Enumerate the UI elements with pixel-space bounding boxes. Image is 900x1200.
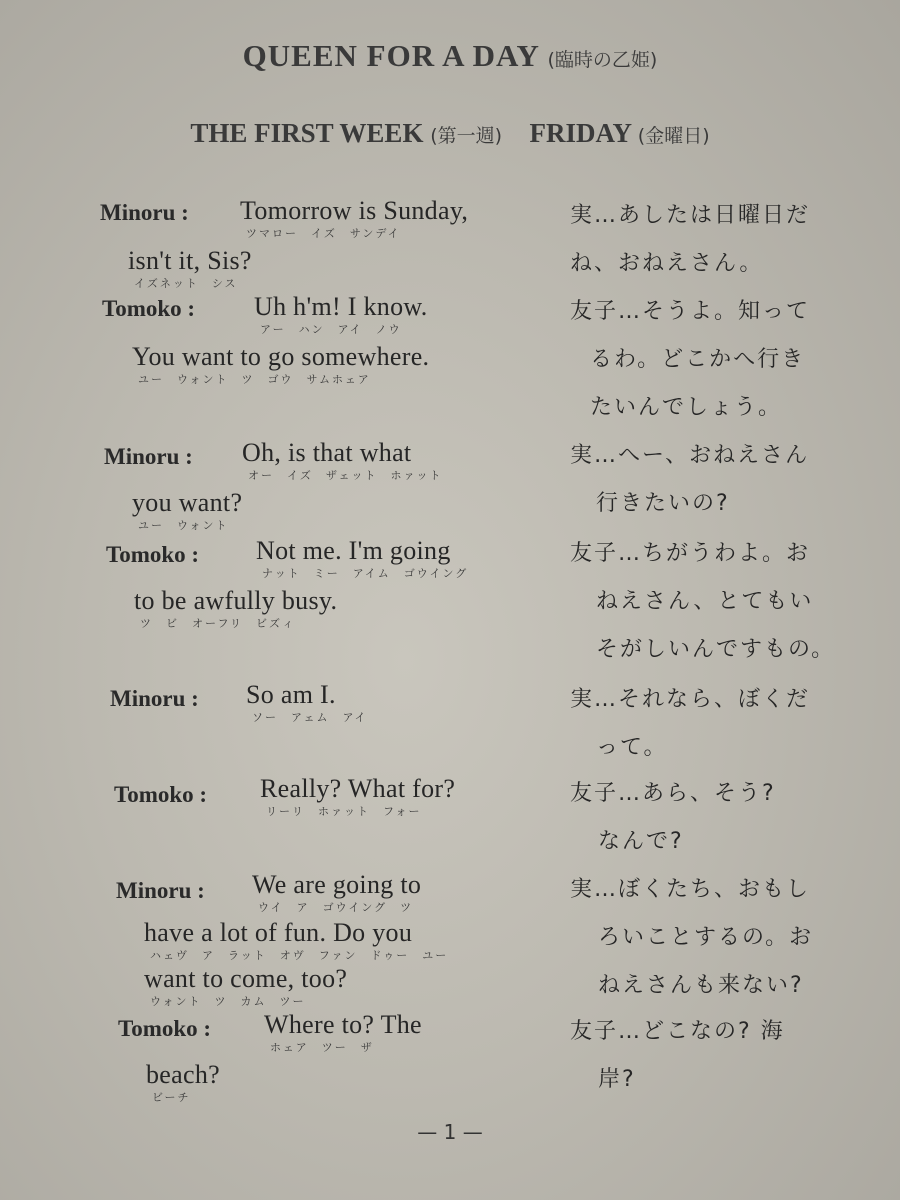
page-title bbox=[0, 38, 900, 74]
english-line bbox=[132, 488, 242, 533]
kana-reading: アー ハン アイ ノウ bbox=[260, 323, 402, 336]
week-label-japanese: (第一週) bbox=[430, 125, 503, 147]
title-japanese: (臨時の乙姫) bbox=[547, 49, 658, 71]
day-label-japanese: (金曜日) bbox=[637, 125, 710, 147]
english-text: You want to go somewhere. bbox=[132, 342, 430, 371]
speaker-name: Minoru : bbox=[104, 444, 193, 469]
speaker-name: Tomoko : bbox=[114, 782, 208, 807]
english-line bbox=[246, 680, 367, 725]
english-line bbox=[128, 246, 252, 291]
kana-reading: ソー アェム アイ bbox=[252, 711, 368, 724]
english-text: to be awfully busy. bbox=[134, 586, 338, 615]
english-text: So am I. bbox=[246, 680, 336, 709]
english-text: you want? bbox=[132, 488, 243, 517]
kana-reading: ハェヴ ア ラット オヴ ファン ドゥー ユー bbox=[150, 949, 449, 962]
speaker-name: Minoru : bbox=[110, 686, 199, 711]
japanese-line: 友子…そうよ。知って bbox=[570, 299, 811, 324]
english-line bbox=[252, 870, 421, 915]
japanese-line: るわ。どこかへ行き bbox=[590, 347, 806, 372]
kana-reading: イズネット シス bbox=[134, 277, 238, 290]
speaker-name: Minoru : bbox=[100, 200, 189, 225]
speaker-name: Minoru : bbox=[116, 878, 205, 903]
japanese-line: 実…あしたは日曜日だ bbox=[570, 203, 811, 228]
kana-reading: ユー ウォント ツ ゴウ サムホェア bbox=[138, 373, 371, 386]
japanese-line: 岸? bbox=[598, 1067, 636, 1092]
lesson-subtitle bbox=[0, 118, 900, 149]
english-line bbox=[264, 1010, 422, 1055]
japanese-line: 実…それなら、ぼくだ bbox=[570, 687, 811, 712]
japanese-line: って。 bbox=[596, 735, 668, 760]
kana-reading: リーリ ホァット フォー bbox=[266, 805, 422, 818]
english-line bbox=[144, 918, 448, 963]
kana-reading: ツマロー イズ サンデイ bbox=[246, 227, 401, 240]
day-label: FRIDAY bbox=[529, 118, 632, 148]
speaker-name: Tomoko : bbox=[102, 296, 196, 321]
english-line bbox=[260, 774, 455, 819]
english-text: Uh h'm! I know. bbox=[254, 292, 428, 321]
english-line bbox=[144, 964, 347, 1009]
english-text: Really? What for? bbox=[260, 774, 456, 803]
english-line bbox=[134, 586, 337, 631]
kana-reading: ツ ビ オーフリ ビズィ bbox=[140, 617, 296, 630]
japanese-line: 友子…どこなの? 海 bbox=[570, 1019, 785, 1044]
english-line bbox=[242, 438, 443, 483]
english-line bbox=[254, 292, 428, 337]
english-text: want to come, too? bbox=[144, 964, 348, 993]
english-text: Oh, is that what bbox=[242, 438, 412, 467]
english-line bbox=[240, 196, 468, 241]
japanese-line: 実…ぼくたち、おもし bbox=[570, 877, 811, 902]
japanese-line: なんで? bbox=[598, 829, 684, 854]
speaker-name: Tomoko : bbox=[118, 1016, 212, 1041]
english-text: Where to? The bbox=[264, 1010, 422, 1039]
japanese-line: 行きたいの? bbox=[596, 491, 730, 516]
japanese-line: ね、おねえさん。 bbox=[570, 251, 764, 276]
japanese-line: ろいことするの。お bbox=[598, 925, 814, 950]
kana-reading: ナット ミー アイム ゴウイング bbox=[262, 567, 469, 580]
kana-reading: ホェア ツー ザ bbox=[270, 1041, 374, 1054]
japanese-line: 友子…ちがうわよ。お bbox=[570, 541, 811, 566]
japanese-line: たいんでしょう。 bbox=[590, 395, 783, 420]
japanese-line: 実…へー、おねえさん bbox=[570, 443, 810, 468]
english-line bbox=[146, 1060, 220, 1105]
speaker-name: Tomoko : bbox=[106, 542, 200, 567]
japanese-line: ねえさんも来ない? bbox=[598, 973, 804, 998]
english-line bbox=[256, 536, 468, 581]
japanese-line: 友子…あら、そう? bbox=[570, 781, 776, 806]
english-text: isn't it, Sis? bbox=[128, 246, 252, 275]
kana-reading: ウイ ア ゴウイング ツ bbox=[258, 901, 414, 914]
week-label: THE FIRST WEEK bbox=[190, 118, 424, 148]
japanese-line: ねえさん、とてもい bbox=[596, 589, 814, 614]
english-text: We are going to bbox=[252, 870, 422, 899]
english-text: Tomorrow is Sunday, bbox=[240, 196, 469, 225]
english-line bbox=[132, 342, 429, 387]
english-text: beach? bbox=[146, 1060, 220, 1089]
kana-reading: ビーチ bbox=[152, 1091, 191, 1104]
kana-reading: オー イズ ザェット ホァット bbox=[248, 469, 443, 482]
kana-reading: ユー ウォント bbox=[138, 519, 229, 532]
kana-reading: ウォント ツ カム ツー bbox=[150, 995, 306, 1008]
title-english: QUEEN FOR A DAY bbox=[242, 38, 539, 73]
english-text: have a lot of fun. Do you bbox=[144, 918, 413, 947]
japanese-line: そがしいんですもの。 bbox=[596, 637, 836, 662]
page-number: — 1 — bbox=[417, 1120, 483, 1144]
english-text: Not me. I'm going bbox=[256, 536, 451, 565]
